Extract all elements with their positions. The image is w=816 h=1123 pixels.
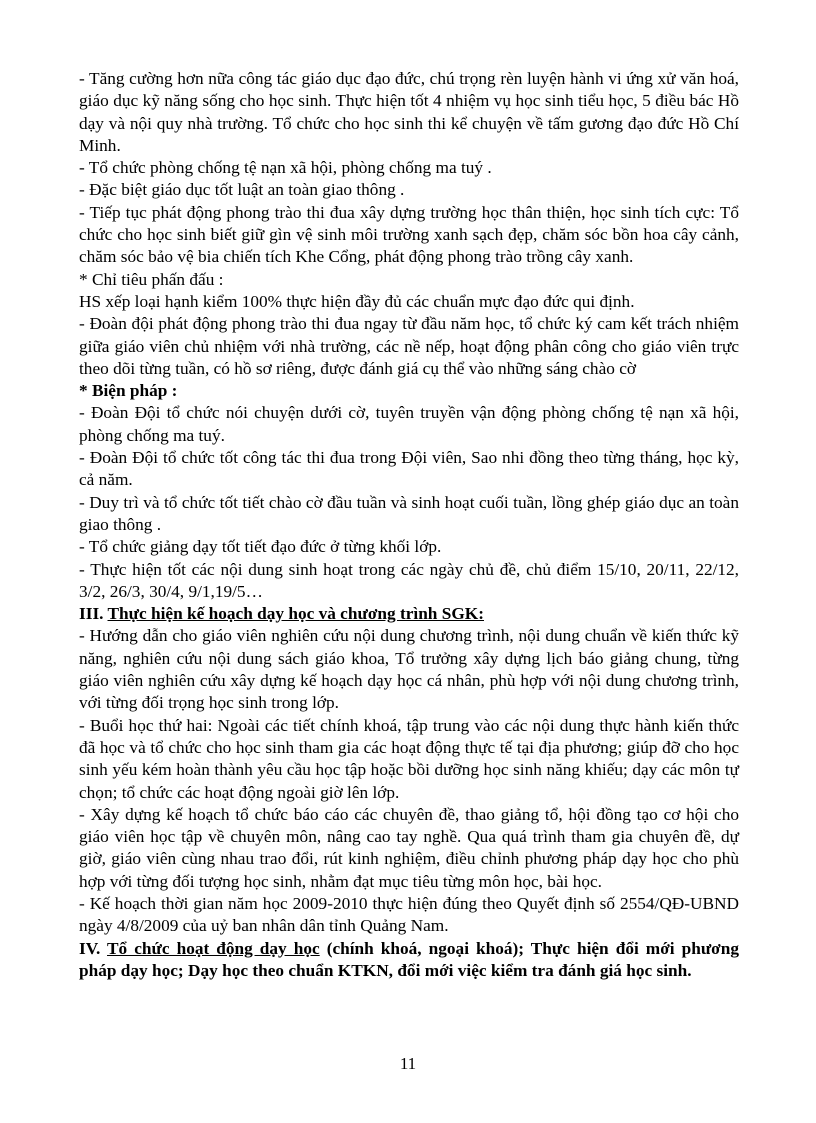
section-3-heading [79, 603, 739, 625]
paragraph: - Đặc biệt giáo dục tốt luật an toàn giao thông . [79, 180, 405, 200]
section-3-number: III. [79, 604, 108, 624]
paragraph: - Đoàn đội phát động phong trào thi đua ngay từ đầu năm học, tổ chức ký cam kết trách nhiệm giữa giáo viên chủ nhiệm với nhà trường, các nề nếp, hoạt động phân công cho giáo viên trực theo dõi từng tuần, có hồ sơ riêng, được đánh giá cụ thể vào những sáng chào cờ [79, 314, 739, 378]
paragraph: - Tiếp tục phát động phong trào thi đua xây dựng trường học thân thiện, học sinh tích cực: Tổ chức cho học sinh biết giữ gìn vệ sinh môi trường xanh sạch đẹp, chăm sóc bồn hoa cây cảnh, chăm sóc bảo vệ bia chiến tích Khe Cổng, phát động phong trào trồng cây xanh. [79, 202, 739, 267]
section-4-number: IV. [79, 938, 108, 958]
section-3-title: Thực hiện kế hoạch dạy học và chương trình SGK: [107, 604, 484, 624]
page-number: 11 [399, 1054, 417, 1073]
section-4-rest: (chính khoá, ngoại khoá); Thực hiện đổi mới phương pháp dạy học; Dạy học theo chuẩn KTKN, đổi mới việc kiểm tra đánh giá học sinh. [79, 938, 740, 980]
bien-phap-heading: * Biện pháp : [79, 381, 178, 401]
list-item: - Thực hiện tốt các nội dung sinh hoạt trong các ngày chủ đề, chủ điểm 15/10, 20/11, 22/12, 3/2, 26/3, 30/4, 9/1,19/5… [79, 559, 739, 601]
paragraph: - Tổ chức phòng chống tệ nạn xã hội, phòng chống ma tuý . [79, 158, 492, 178]
section-4-title: Tổ chức hoạt động dạy học [107, 938, 320, 958]
list-item: - Duy trì và tổ chức tốt tiết chào cờ đầu tuần và sinh hoạt cuối tuần, lồng ghép giáo dục an toàn giao thông . [79, 492, 739, 534]
paragraph: - Tăng cường hơn nữa công tác giáo dục đạo đức, chú trọng rèn luyện hành vi ứng xử văn hoá, giáo dục kỹ năng sống cho học sinh. Thực hiện tốt 4 nhiệm vụ học sinh tiểu học, 5 điều bác Hồ dạy và nội quy nhà trường. Tổ chức cho học sinh thi kể chuyện về tấm gương đạo đức Hồ Chí Minh. [79, 69, 739, 155]
list-item: - Xây dựng kế hoạch tổ chức báo cáo các chuyên đề, thao giảng tổ, hội đồng tạo cơ hội cho giáo viên học tập về chuyên môn, nâng cao tay nghề. Qua quá trình tham gia chuyên đề, dự giờ, giáo viên cùng nhau trao đổi, rút kinh nghiệm, điều chỉnh phương pháp dạy học cho phù hợp với từng đối tượng học sinh, nhằm đạt mục tiêu từng môn học, bài học. [79, 804, 739, 891]
list-item: - Đoàn Đội tổ chức tốt công tác thi đua trong Đội viên, Sao nhi đồng theo từng tháng, học kỳ, cả năm. [79, 448, 739, 490]
list-item: - Buổi học thứ hai: Ngoài các tiết chính khoá, tập trung vào các nội dung thực hành kiến thức đã học và tổ chức cho học sinh tham gia các hoạt động thực tế tại địa phương; giúp đỡ cho học sinh yếu kém hoàn thành yêu cầu học tập hoặc bồi dưỡng học sinh năng khiếu; dạy các môn tự chọn; tổ chức các hoạt động ngoài giờ lên lớp. [79, 715, 739, 802]
section-4-heading [79, 938, 739, 983]
list-item: - Kế hoạch thời gian năm học 2009-2010 thực hiện đúng theo Quyết định số 2554/QĐ-UBND ngày 4/8/2009 của uỷ ban nhân dân tỉnh Quảng Nam. [79, 893, 739, 936]
paragraph: * Chỉ tiêu phấn đấu : [79, 269, 224, 289]
document-body [79, 68, 739, 982]
list-item: - Hướng dẫn cho giáo viên nghiên cứu nội dung chương trình, nội dung chuẩn về kiến thức kỹ năng, nghiên cứu nội dung sách giáo khoa, Tổ trưởng xây dựng lịch báo giảng chung, từng giáo viên nghiên cứu xây dựng kế hoạch dạy học cá nhân, phù hợp với nội dung chương trình, với từng đối trọng học sinh trong lớp. [79, 626, 739, 713]
list-item: - Tổ chức giảng dạy tốt tiết đạo đức ở từng khối lớp. [79, 537, 442, 557]
list-item: - Đoàn Đội tổ chức nói chuyện dưới cờ, tuyên truyền vận động phòng chống tệ nạn xã hội, phòng chống ma tuý. [79, 403, 739, 445]
paragraph: HS xếp loại hạnh kiểm 100% thực hiện đầy đủ các chuẩn mực đạo đức qui định. [79, 291, 635, 311]
